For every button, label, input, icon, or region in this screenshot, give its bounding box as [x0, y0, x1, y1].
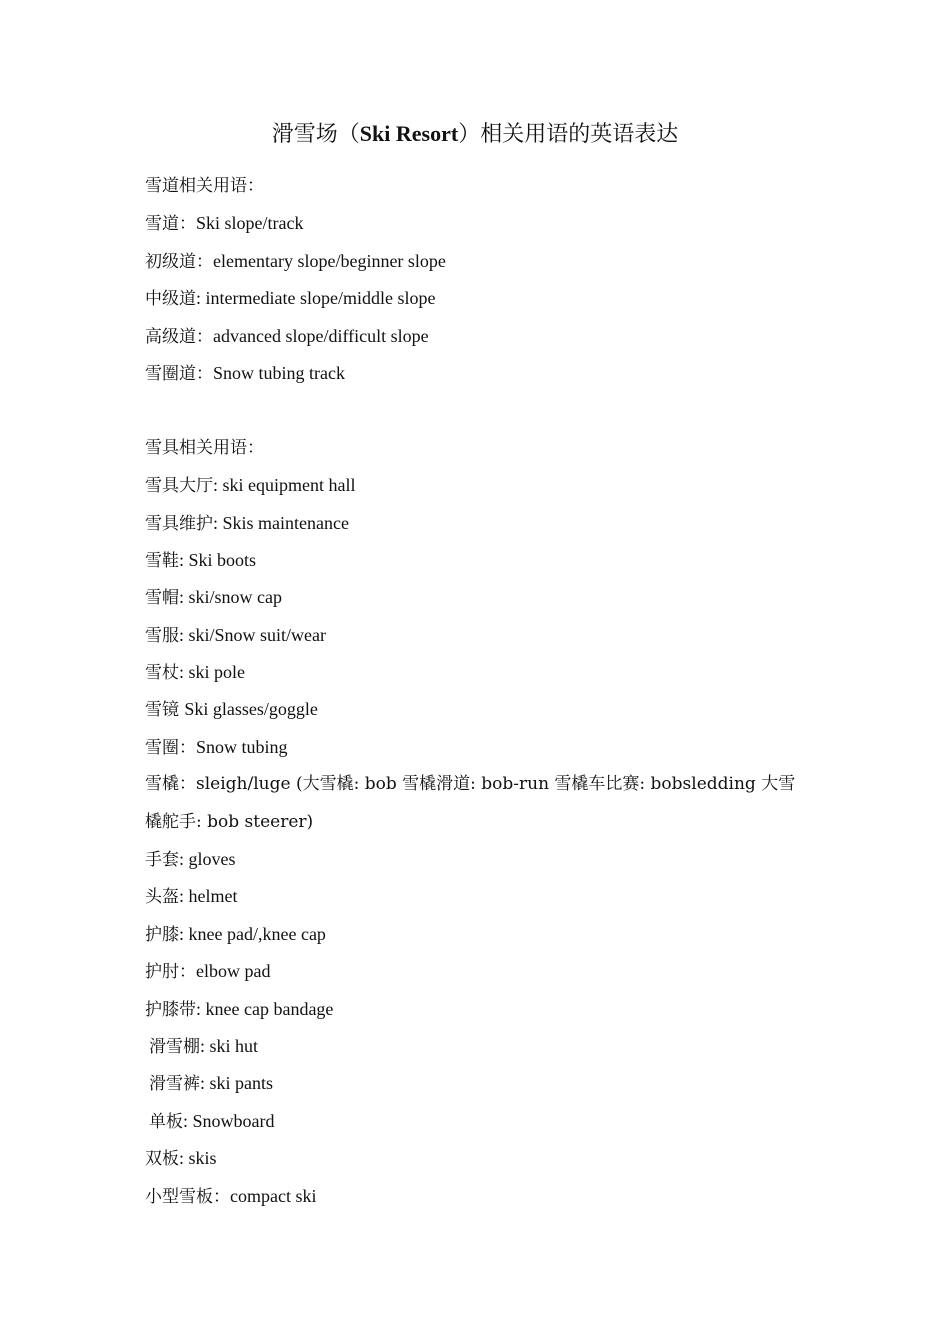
- term-line: [145, 691, 825, 728]
- term-zh: 雪杖: [145, 663, 179, 684]
- term-en: Ski glasses/goggle: [184, 699, 318, 720]
- term-zh: 小型雪板：: [145, 1186, 230, 1207]
- document-body: [145, 168, 825, 1215]
- term-en: : ski equipment hall: [213, 475, 356, 496]
- term-en: : knee cap bandage: [196, 998, 334, 1019]
- term-zh: 雪具维护: [145, 513, 213, 534]
- term-zh: 雪圈：: [145, 737, 196, 758]
- sled-line-2: 橇舵手: bob steerer): [145, 811, 314, 832]
- term-line: [145, 579, 825, 616]
- document-title: [0, 118, 950, 151]
- term-en: : Skis maintenance: [213, 512, 349, 533]
- term-line: [145, 841, 825, 878]
- term-zh: 高级道：: [145, 326, 213, 347]
- term-en: : ski/snow cap: [179, 587, 282, 608]
- term-en: : intermediate slope/middle slope: [196, 288, 436, 309]
- blank-line: [145, 392, 825, 429]
- term-en: : gloves: [179, 849, 236, 870]
- term-en: compact ski: [230, 1185, 317, 1206]
- section-heading-slopes: 雪道相关用语：: [145, 176, 264, 196]
- term-line: [145, 654, 825, 691]
- term-en: : skis: [179, 1148, 217, 1169]
- term-zh: 雪帽: [145, 588, 179, 609]
- term-en: Snow tubing: [196, 736, 288, 757]
- term-zh: 头盔: [145, 887, 179, 908]
- title-prefix: 滑雪场（: [271, 122, 360, 147]
- term-zh: 雪道：: [145, 214, 196, 235]
- term-line: [145, 916, 825, 953]
- term-zh: 护肘：: [145, 962, 196, 983]
- term-line: [145, 318, 825, 355]
- title-suffix: ）相关用语的英语表达: [458, 122, 679, 147]
- term-en: : Ski boots: [179, 549, 257, 570]
- term-zh: 雪鞋: [145, 550, 179, 571]
- term-line: [145, 1103, 825, 1140]
- term-line: [145, 280, 825, 317]
- term-line: [145, 953, 825, 990]
- term-zh: 雪圈道：: [145, 363, 213, 384]
- term-en: : ski pants: [200, 1073, 274, 1094]
- sled-line-1: 雪橇：sleigh/luge (大雪橇: bob 雪橇滑道: bob-run 雪橇车比赛: bobsledding 大雪: [145, 774, 796, 795]
- term-zh: 雪具大厅: [145, 476, 213, 497]
- term-en: : knee pad/,knee cap: [179, 923, 326, 944]
- term-en: advanced slope/difficult slope: [213, 325, 429, 346]
- term-en: : ski hut: [200, 1035, 259, 1056]
- term-line: [145, 1140, 825, 1177]
- term-zh: 单板: [149, 1111, 183, 1132]
- title-bold-text: Ski Resort: [359, 121, 459, 146]
- term-line: [145, 878, 825, 915]
- term-line: [145, 205, 825, 242]
- term-line: [145, 1065, 825, 1102]
- term-zh: 滑雪裤: [149, 1074, 200, 1095]
- term-en: Snow tubing track: [213, 362, 345, 383]
- term-zh: 双板: [145, 1149, 179, 1170]
- term-line: [145, 1178, 825, 1215]
- term-en: : helmet: [179, 886, 238, 907]
- term-line: [145, 243, 825, 280]
- term-zh: 护膝: [145, 924, 179, 945]
- section-heading-equipment: 雪具相关用语：: [145, 437, 264, 458]
- term-en: Ski slope/track: [196, 213, 304, 234]
- term-en: : ski/Snow suit/wear: [179, 624, 326, 645]
- term-zh: 滑雪棚: [149, 1036, 200, 1057]
- term-zh: 初级道：: [145, 251, 213, 272]
- term-line: [145, 355, 825, 392]
- term-zh: 雪镜: [145, 700, 185, 721]
- term-line: [145, 542, 825, 579]
- term-line: [145, 1028, 825, 1065]
- term-en: : Snowboard: [183, 1110, 275, 1131]
- term-zh: 中级道: [145, 289, 196, 310]
- term-zh: 护膝带: [145, 999, 196, 1020]
- term-line: [145, 729, 825, 766]
- term-line: [145, 467, 825, 504]
- term-zh: 手套: [145, 850, 179, 871]
- term-en: elementary slope/beginner slope: [213, 250, 446, 271]
- term-line: [145, 617, 825, 654]
- term-line: [145, 991, 825, 1028]
- term-en: elbow pad: [196, 961, 271, 982]
- term-line: [145, 505, 825, 542]
- term-en: : ski pole: [179, 662, 245, 683]
- term-zh: 雪服: [145, 625, 179, 646]
